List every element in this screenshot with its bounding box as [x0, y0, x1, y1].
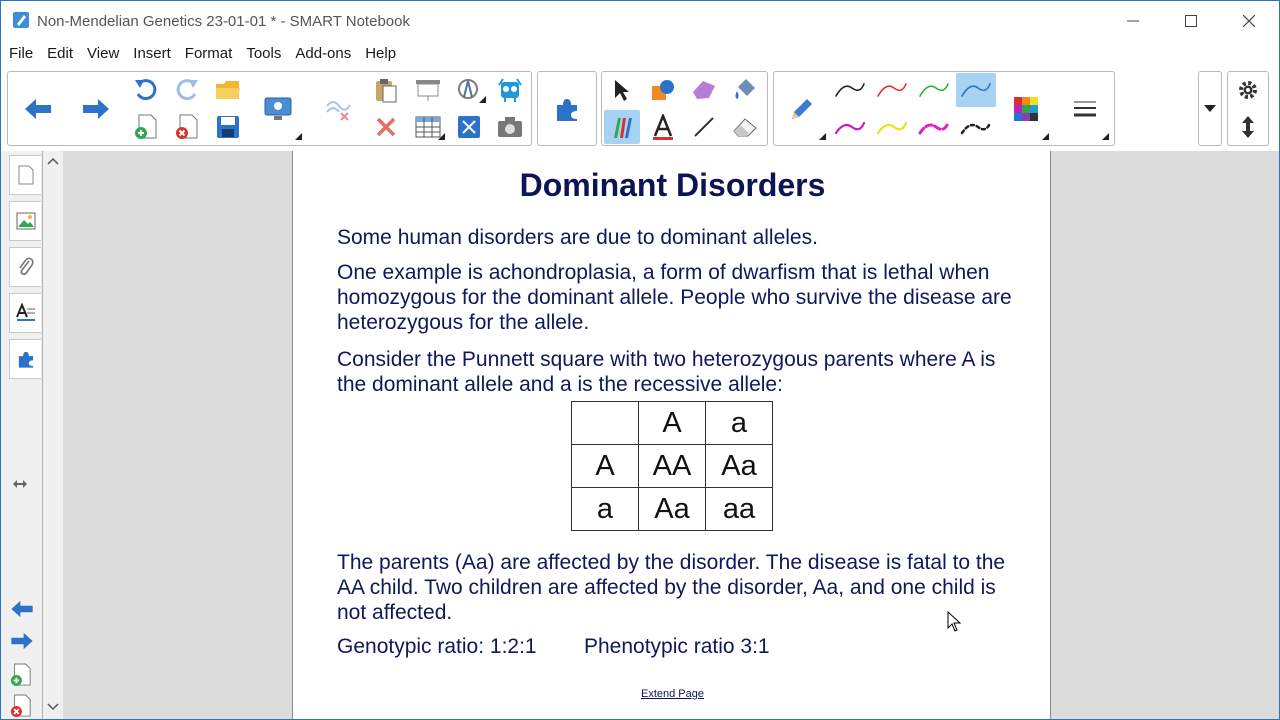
arrow-right-icon: [82, 98, 110, 120]
pens-icon: [609, 114, 635, 140]
pens-tool-button[interactable]: [604, 110, 640, 144]
sidebar-previous-page-button[interactable]: [9, 600, 35, 623]
save-button[interactable]: [210, 110, 246, 144]
pen-style-4-button[interactable]: [956, 73, 996, 107]
full-screen-button[interactable]: [451, 110, 487, 144]
smart-notebook-icon: [12, 11, 30, 29]
pen-style-3-button[interactable]: [914, 73, 954, 107]
pen-stroke-icon: [958, 115, 994, 139]
settings-button[interactable]: [1230, 73, 1266, 107]
chevron-down-icon: [1204, 105, 1216, 113]
properties-icon: [15, 303, 37, 323]
sidebar-add-page-button[interactable]: [10, 663, 32, 692]
next-page-button[interactable]: [78, 92, 114, 126]
punnett-cell[interactable]: AA: [639, 445, 706, 488]
pen-stroke-icon: [874, 115, 910, 139]
pen-style-6-button[interactable]: [872, 110, 912, 144]
toolbar-group-addons: [537, 71, 597, 146]
delete-page-button[interactable]: [169, 110, 205, 144]
paperclip-icon: [17, 256, 35, 278]
extend-page-link[interactable]: Extend Page: [641, 688, 704, 700]
line-icon: [692, 115, 716, 139]
shapes-tool-button[interactable]: [645, 73, 681, 107]
text-intro[interactable]: Some human disorders are due to dominant alleles.: [337, 226, 818, 249]
pen-style-7-button[interactable]: [914, 110, 954, 144]
delete-button[interactable]: [368, 110, 404, 144]
full-screen-icon: [457, 115, 481, 139]
close-icon: [1243, 15, 1255, 27]
clear-ink-icon: [324, 96, 352, 122]
screen-shade-button[interactable]: [410, 73, 446, 107]
pen-stroke-icon: [916, 115, 952, 139]
pen-style-1-button[interactable]: [830, 73, 870, 107]
arrow-right-icon: [9, 632, 35, 650]
line-properties-dropdown-icon[interactable]: [1102, 133, 1109, 140]
punnett-cell[interactable]: a: [706, 402, 773, 445]
camera-icon: [497, 116, 523, 138]
add-page-icon: [10, 663, 32, 687]
punnett-cell[interactable]: aa: [706, 488, 773, 531]
pen-dropdown-icon[interactable]: [819, 133, 826, 140]
pen-button[interactable]: [784, 92, 820, 126]
folder-icon: [215, 78, 241, 102]
color-palette-icon: [1013, 96, 1039, 122]
text-conclusion[interactable]: The parents (Aa) are affected by the disorder. The disease is fatal to the AA child. Two children are affected by the disorder, Aa, and one child is not affected.: [337, 551, 1006, 624]
redo-button[interactable]: [169, 73, 205, 107]
minimize-icon: [1127, 15, 1139, 27]
scroll-down-icon[interactable]: [47, 703, 59, 711]
scroll-up-icon[interactable]: [47, 157, 59, 165]
gallery-tab[interactable]: [9, 201, 41, 241]
toolbar-overflow[interactable]: [1198, 71, 1222, 146]
pen-style-2-button[interactable]: [872, 73, 912, 107]
add-page-button[interactable]: [128, 110, 164, 144]
monitor-icon: [263, 96, 293, 122]
maximize-icon: [1185, 15, 1197, 27]
punnett-cell[interactable]: A: [572, 445, 639, 488]
minimize-button[interactable]: [1104, 1, 1162, 41]
window-title: Non-Mendelian Genetics 23-01-01 * - SMART Notebook: [37, 13, 410, 30]
eraser-shape-tool-button[interactable]: [686, 73, 722, 107]
text-a-icon: [651, 114, 675, 140]
toolbar-group-file: [7, 71, 532, 146]
paint-bucket-icon: [733, 77, 757, 103]
menu-help[interactable]: Help: [365, 44, 397, 62]
menu-view[interactable]: View: [87, 44, 120, 62]
previous-page-button[interactable]: [20, 92, 56, 126]
page-title[interactable]: Dominant Disorders: [519, 167, 826, 203]
arrow-left-icon: [9, 600, 35, 618]
sidebar-delete-page-button[interactable]: [10, 694, 32, 720]
pen-style-8-button[interactable]: [956, 110, 996, 144]
menu-add-ons[interactable]: Add-ons: [295, 44, 352, 62]
puzzle-icon: [553, 95, 581, 123]
fill-tool-button[interactable]: [727, 73, 763, 107]
pen-stroke-icon: [958, 78, 994, 102]
clear-ink-button[interactable]: [320, 92, 356, 126]
activity-builder-button[interactable]: [492, 73, 528, 107]
menu-file[interactable]: File: [9, 44, 34, 62]
page-sorter-icon: [17, 165, 35, 185]
open-file-button[interactable]: [210, 73, 246, 107]
vertical-scrollbar[interactable]: [43, 151, 63, 719]
save-icon: [216, 115, 240, 139]
select-tool-button[interactable]: [604, 73, 640, 107]
mouse-cursor-icon: [947, 611, 963, 633]
punnett-cell[interactable]: [572, 402, 639, 445]
toolbar-group-tools: [601, 71, 768, 146]
page-sorter-tab[interactable]: [9, 155, 41, 195]
undo-button[interactable]: [128, 73, 164, 107]
resize-horizontal-icon[interactable]: [12, 479, 28, 489]
title-bar: [1, 1, 1279, 41]
line-tool-button[interactable]: [686, 110, 722, 144]
phenotypic-ratio[interactable]: Phenotypic ratio 3:1: [584, 635, 770, 658]
paste-button[interactable]: [368, 73, 404, 107]
add-ons-tab[interactable]: [9, 339, 41, 379]
pen-stroke-icon: [916, 78, 952, 102]
monster-icon: [497, 77, 523, 103]
eraser-icon: [732, 116, 758, 138]
menu-tools[interactable]: Tools: [246, 44, 282, 62]
document-camera-button[interactable]: [492, 110, 528, 144]
redo-icon: [174, 77, 200, 103]
shapes-icon: [650, 78, 676, 102]
menu-bar: [1, 41, 1279, 65]
palette-dropdown-icon[interactable]: [1042, 133, 1049, 140]
properties-tab[interactable]: [9, 293, 41, 333]
add-page-icon: [134, 114, 158, 140]
gallery-icon: [16, 212, 36, 230]
menu-insert[interactable]: Insert: [133, 44, 171, 62]
undo-icon: [133, 77, 159, 103]
delete-x-icon: [375, 116, 397, 138]
work-area: [63, 151, 1279, 719]
pen-style-5-button[interactable]: [830, 110, 870, 144]
cursor-arrow-icon: [612, 78, 632, 102]
menu-format[interactable]: Format: [184, 44, 233, 62]
punnett-cell[interactable]: Aa: [639, 488, 706, 531]
genotypic-ratio[interactable]: Genotypic ratio: 1:2:1: [337, 635, 537, 658]
pencil-icon: [788, 95, 816, 123]
measurement-dropdown-icon[interactable]: [479, 96, 486, 103]
pen-stroke-icon: [832, 115, 868, 139]
punnett-cell[interactable]: Aa: [706, 445, 773, 488]
move-toolbar-button[interactable]: [1230, 110, 1266, 144]
gear-icon: [1237, 79, 1259, 101]
line-properties-button[interactable]: [1067, 92, 1103, 126]
table-dropdown-icon[interactable]: [438, 133, 445, 140]
text-tool-button[interactable]: [645, 110, 681, 144]
delete-page-icon: [175, 114, 199, 140]
punnett-cell[interactable]: A: [639, 402, 706, 445]
notebook-page[interactable]: [292, 151, 1051, 719]
line-weights-icon: [1072, 98, 1098, 120]
pen-stroke-icon: [832, 78, 868, 102]
pen-stroke-icon: [874, 78, 910, 102]
toolbar-group-pen-styles: [773, 71, 1115, 146]
monitor-dropdown-icon[interactable]: [295, 133, 302, 140]
punnett-square[interactable]: [571, 401, 773, 531]
eraser-tool-button[interactable]: [727, 110, 763, 144]
toolbar: [1, 65, 1279, 151]
attachments-tab[interactable]: [9, 247, 41, 287]
sidebar-next-page-button[interactable]: [9, 632, 35, 655]
add-ons-button[interactable]: [549, 92, 585, 126]
text-punnett-intro[interactable]: Consider the Punnett square with two heterozygous parents where A is the dominant allele and a is the recessive allele:: [337, 348, 996, 396]
arrow-left-icon: [24, 98, 52, 120]
puzzle-icon: [16, 349, 36, 369]
color-palette-button[interactable]: [1008, 92, 1044, 126]
maximize-button[interactable]: [1162, 1, 1220, 41]
screen-shade-display-button[interactable]: [260, 92, 296, 126]
punnett-cell[interactable]: a: [572, 488, 639, 531]
up-down-arrow-icon: [1241, 115, 1255, 139]
side-tab-bar: [1, 151, 43, 719]
delete-page-icon: [10, 694, 32, 718]
toolbar-group-settings: [1227, 71, 1269, 146]
screen-shade-icon: [414, 78, 442, 102]
menu-edit[interactable]: Edit: [47, 44, 74, 62]
close-button[interactable]: [1220, 1, 1278, 41]
text-achondroplasia[interactable]: One example is achondroplasia, a form of dwarfism that is lethal when homozygous for the dominant allele. People who survive the disease are heterozygous for the allele.: [337, 261, 1012, 334]
clipboard-icon: [374, 77, 398, 103]
polygon-icon: [691, 78, 717, 102]
